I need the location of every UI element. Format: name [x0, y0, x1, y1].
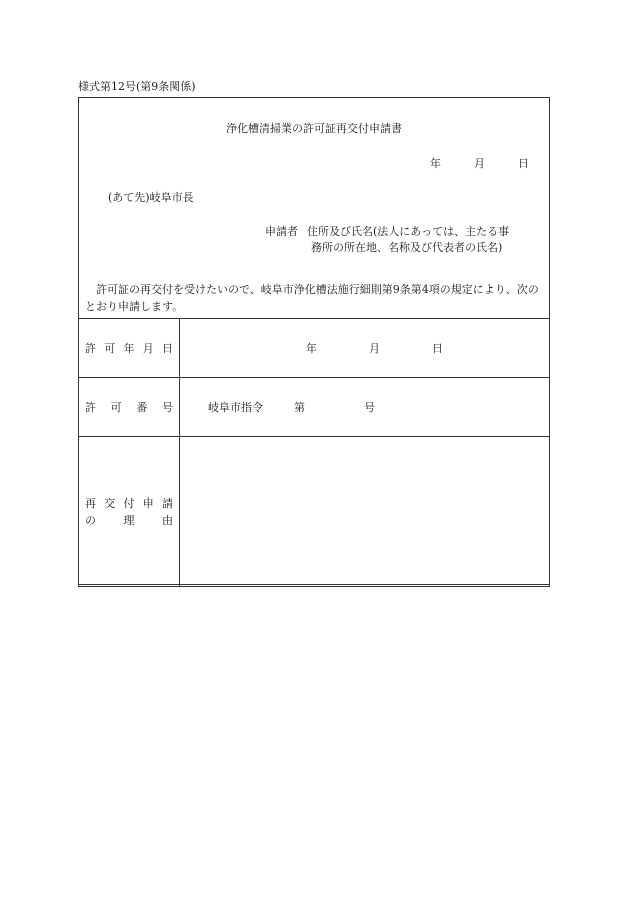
applicant-label: 申請者 — [265, 225, 298, 238]
date-year-label: 年 — [430, 157, 441, 170]
reason-field[interactable] — [180, 437, 550, 587]
application-date[interactable] — [401, 155, 530, 171]
form-title: 浄化槽清掃業の許可証再交付申請書 — [226, 122, 402, 135]
permit-number-field[interactable] — [180, 378, 550, 437]
permit-number-prefix: 岐阜市指令 — [208, 401, 263, 414]
application-form — [78, 97, 550, 585]
date-month-label: 月 — [474, 157, 485, 170]
form-number: 様式第12号(第9条関係) — [78, 80, 196, 93]
permit-number-go: 号 — [364, 401, 375, 414]
detail-table — [78, 318, 550, 587]
permit-number-dai: 第 — [294, 401, 305, 414]
date-day-label: 日 — [518, 157, 529, 170]
request-statement: 許可証の再交付を受けたいので、岐阜市浄化槽法施行細則第9条第4項の規定により、次のとおり申請します。 — [85, 283, 539, 313]
permit-date-day: 日 — [432, 342, 443, 355]
permit-date-month: 月 — [369, 342, 380, 355]
permit-number-label: 許 可 番 号 — [79, 378, 180, 437]
table-row-permit-date — [79, 319, 550, 378]
permit-date-field[interactable] — [180, 319, 550, 378]
applicant-line2: 務所の所在地、名称及び代表者の氏名) — [311, 241, 503, 254]
permit-date-year: 年 — [306, 342, 317, 355]
table-row-reason — [79, 437, 550, 587]
reason-label: 再 交 付 申 請 の 理 由 — [79, 437, 180, 587]
permit-date-label: 許 可 年 月 日 — [79, 319, 180, 378]
applicant-line1: 住所及び氏名(法人にあっては、主たる事 — [307, 225, 510, 238]
applicant-block[interactable] — [265, 224, 509, 256]
table-row-permit-number — [79, 378, 550, 437]
addressee: (あて先)岐阜市長 — [108, 191, 194, 204]
